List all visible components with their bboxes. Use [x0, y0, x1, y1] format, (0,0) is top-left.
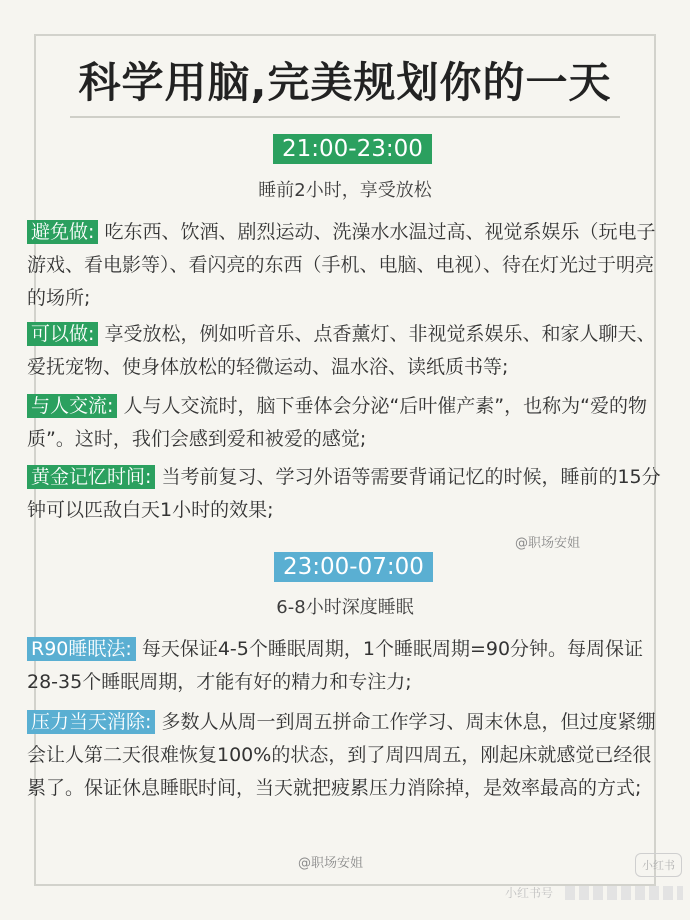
item-text: 当考前复习、学习外语等需要背诵记忆的时候，睡前的15分钟可以匹敌白天1小时的效果; — [27, 466, 661, 521]
item-tag: 避免做: — [27, 220, 98, 244]
item-text: 多数人从周一到周五拼命工作学习、周末休息，但过度紧绷会让人第二天很难恢复100%的状态，到了周四周五，刚起床就感觉已经很累了。保证休息睡眠时间，当天就把疲累压力消除掉，是效率最高的方式; — [27, 711, 656, 799]
section-subtitle-evening: 睡前2小时，享受放松 — [258, 180, 432, 201]
time-badge-evening: 21:00-23:00 — [273, 134, 432, 164]
section-subtitle-night: 6-8小时深度睡眠 — [276, 597, 414, 618]
time-badge-night: 23:00-07:00 — [274, 552, 433, 582]
xiaohongshu-logo: 小红书 — [635, 853, 682, 877]
item-tag: 压力当天消除: — [27, 710, 155, 734]
item-tag: R90睡眠法: — [27, 637, 136, 661]
title-divider — [70, 116, 620, 118]
id-mask — [565, 886, 683, 900]
list-item — [27, 461, 667, 527]
watermark-side: @职场安姐 — [515, 536, 581, 551]
item-text: 每天保证4-5个睡眠周期，1个睡眠周期=90分钟。每周保证28-35个睡眠周期，才能有好的精力和专注力; — [27, 638, 644, 693]
item-text: 享受放松，例如听音乐、点香薰灯、非视觉系娱乐、和家人聊天、爱抚宠物、使身体放松的轻微运动、温水浴、读纸质书等; — [27, 323, 656, 378]
item-tag: 与人交流: — [27, 394, 117, 418]
id-strip: 小红书号 — [505, 886, 554, 900]
item-text: 吃东西、饮酒、剧烈运动、洗澡水水温过高、视觉系娱乐（玩电子游戏、看电影等）、看闪亮的东西（手机、电脑、电视）、待在灯光过于明亮的场所; — [27, 221, 656, 309]
list-item — [27, 318, 667, 384]
list-item — [27, 706, 667, 805]
watermark-bottom: @职场安姐 — [298, 856, 364, 871]
item-text: 人与人交流时，脑下垂体会分泌“后叶催产素”，也称为“爱的物质”。这时，我们会感到爱和被爱的感觉; — [27, 395, 647, 450]
item-tag: 可以做: — [27, 322, 98, 346]
item-tag: 黄金记忆时间: — [27, 465, 155, 489]
list-item — [27, 216, 667, 315]
list-item — [27, 390, 667, 456]
page-title: 科学用脑,完美规划你的一天 — [78, 58, 612, 107]
list-item — [27, 633, 667, 699]
